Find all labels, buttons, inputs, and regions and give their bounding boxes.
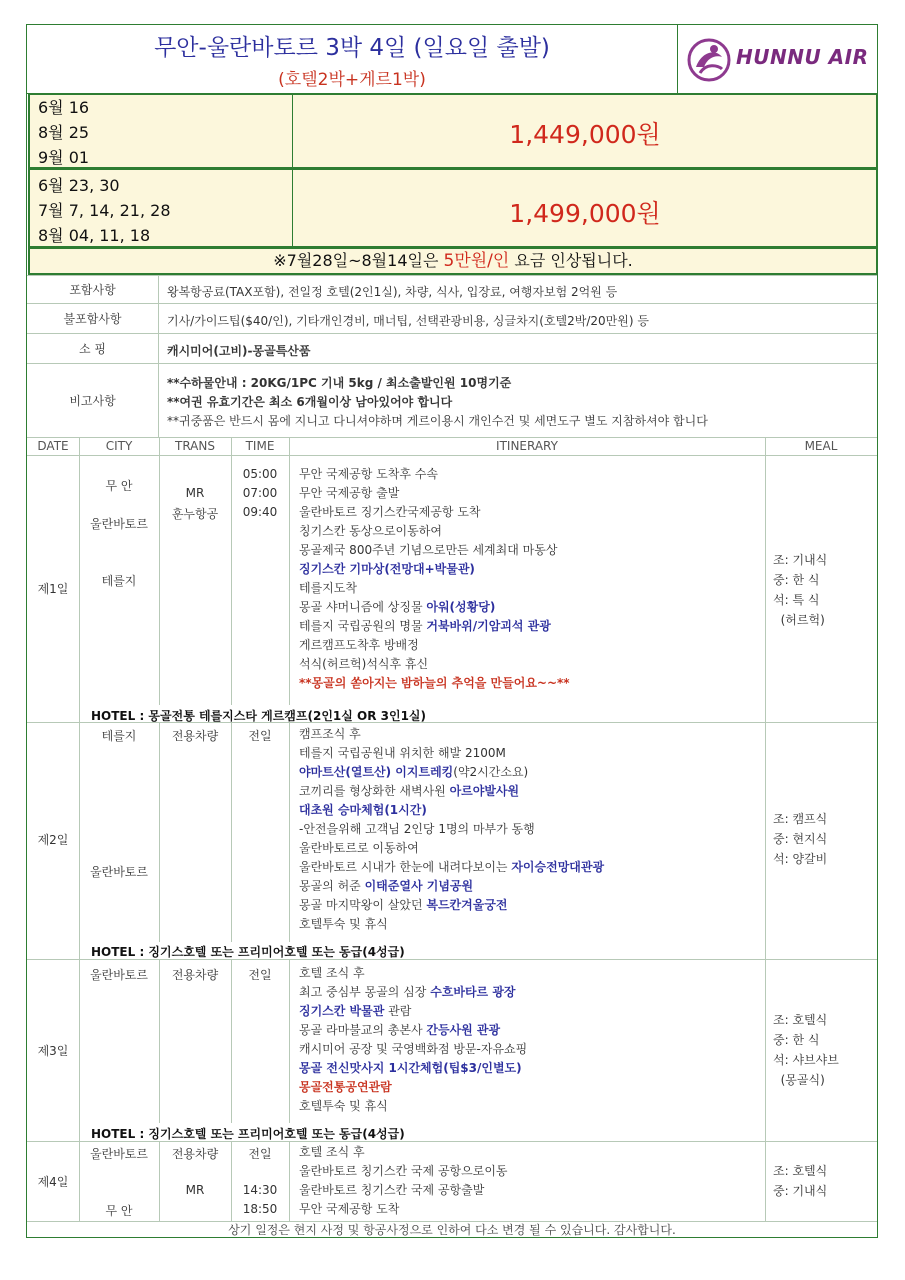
day-meal: 조: 캠프식 중: 현지식 석: 양갈비 [773, 812, 828, 866]
col-meal: MEAL [804, 439, 838, 453]
col-trans: TRANS [175, 439, 215, 453]
price-dates: 6월 16 8월 25 9월 01 [38, 98, 90, 167]
day-itinerary: 호텔 조식 후 최고 중심부 몽골의 심장 수흐바타르 광장 징기스칸 박물관 관람 몽골 라마불교의 총본사 간등사원 관광 캐시미어 공장 및 국영백화점 방문-자유쇼핑 몽골 전신맛사지 1시간체험(팁$3/인별도) 몽골전통공연관람 호텔투숙 및 휴식 [299, 966, 528, 1113]
info-remarks: 비고사항 **수하물안내 : 20KG/1PC 기내 5kg / 최소출발인원 10명기준 **여권 유효기간은 최소 6개월이상 남아있어야 합니다 **귀중품은 반드시 몸에 지니고 다니셔야하며 게르이용시 개인수건 및 세면도구 별도 지참하셔야 합니다 [27, 363, 877, 438]
day-hotel: HOTEL : 징기스호텔 또는 프리미어호텔 또는 동급(4성급) [91, 1127, 405, 1141]
price-row-2 [28, 168, 878, 248]
col-date: DATE [37, 439, 69, 453]
day-meal: 조: 호텔식 중: 기내식 [773, 1164, 828, 1198]
airline-logo [677, 25, 878, 93]
price-row-1 [28, 93, 878, 169]
col-time: TIME [245, 439, 275, 453]
day-itinerary: 호텔 조식 후 울란바토르 칭기스칸 국제 공항으로이동 울란바토르 칭기스칸 국제 공항출발 무안 국제공항 도착 [299, 1145, 508, 1216]
col-city: CITY [105, 439, 133, 453]
header [27, 25, 877, 94]
day-itinerary: 무안 국제공항 도착후 수속 무안 국제공항 출발 울란바토르 징기스칸국제공항 도착 칭기스칸 동상으로이동하여 몽골제국 800주년 기념으로만든 세계최대 마동상 징기스칸 기마상(전망대+박물관) 테를지도착 몽골 샤머니즘에 상징물 아워(성황당) 테를지 국립공원의 명물 거북바위/기암괴석 관광 게르캠프도착후 방배정 석식(허르헉)석식후 휴신 **몽골의 쏟아지는 밤하늘의 추억을 만들어요~~** [299, 467, 570, 690]
itinerary-sheet: 무안-울란바토르 3박 4일 (일요일 출발) (호텔2박+게르1박) HUNNU AIR 6월 16 8월 25 9월 01 1,449,000원 6월 23, 30 7월 7, 14, 21, 28 8월 04, 11, 18 1,499,000원 ※7월28일~8월14일은 5만원/인 요금 인상됩니다. 포함사항 왕복항공료(TAX포함), 전일정 호텔(2인1실), 차량, 식사, 입장료, 여행자보험 2억원 등 불포함사항 기사/가이드팁($40/인), 기타개인경비, 매너팁, 선택관광비용, 싱글차지(호텔2박/20만원) 등 소 핑 캐시미어(고비)-몽골특산품 비고사항 **수하물안내 : 20KG/1PC 기내 5kg / 최소출발인원 10명기준 **여권 유효기간은 최소 6개월이상 남아있어야 합니다 **귀중품은 반드시 몸에 지니고 다니셔야하며 게르이용시 개인수건 및 세면도구 별도 지참하셔야 합니다 DATE CITY TRANS TIME ITINERARY MEAL 제1일 무 안 울란바토르 테를지 MR 훈누항공 05:00 07:00 09:40 무안 국제공항 도착후 수속 무안 국제공항 출발 울란바토르 징기스칸국제공항 도착 칭기스칸 동상으로이동하여 몽골제국 800주년 기념으로만든 세계최대 마동상 징기스칸 기마상(전망대+박물관) 테를지도착 몽골 샤머니즘에 상징물 아워(성황당) 테를지 국립공원의 명물 거북바위/기암괴석 관광 게르캠프도착후 방배정 석식(허르헉)석식후 휴신 **몽골의 쏟아지는 밤하늘의 추억을 만들어요~~** 조: 기내식 중: 한 식 석: 특 식 (허르헉) HOTEL : 몽골전통 테를지스타 게르캠프(2인1실 OR 3인1실) 제2일 테를지 울란바토르 전용차량 전일 캠프조식 후 테를지 국립공원내 위치한 해발 2100M 야마트산(열트산) 이지트레킹(약2시간소요) 코끼리를 형상화한 새벽사원 아르야발사원 대초원 승마체험(1시간) -안전을위해 고객님 2인당 1명의 마부가 동행 울란바토르로 이동하여 울란바토르 시내가 한눈에 내려다보이는 자이승전망대관광 몽골의 허준 이태준열사 기념공원 몽골 마지막왕이 살았던 복드칸겨울궁전 호텔투숙 및 휴식 조: 캠프식 중: 현지식 석: 양갈비 HOTEL : 징기스호텔 또는 프리미어호텔 또는 동급(4성급) 제3일 울란바토르 전용차량 전일 호텔 조식 후 최고 중심부 몽골의 심장 수흐바타르 광장 징기스칸 박물관 관람 몽골 라마불교의 총본사 간등사원 관광 캐시미어 공장 및 국영백화점 방문-자유쇼핑 몽골 전신맛사지 1시간체험(팁$3/인별도) 몽골전통공연관람 호텔투숙 및 휴식 조: 호텔식 중: 한 식 석: 샤브샤브 (몽골식) HOTEL : 징기스호텔 또는 프리미어호텔 또는 동급(4성급) 제4일 울란바토르 무 안 전용차량 MR 전일 14:30 18:50 호텔 조식 후 울란바토르 칭기스칸 국제 공항으로이동 울란바토르 칭기스칸 국제 공항출발 무안 국제공항 도착 조: 호텔식 중: 기내식 상기 일정은 현지 사정 및 항공사정으로 인하여 다소 변경 될 수 있습니다. 감사합니다. [26, 24, 878, 1238]
airline-name: HUNNU AIR [736, 45, 869, 69]
info-included: 포함사항 왕복항공료(TAX포함), 전일정 호텔(2인1실), 차량, 식사, 입장료, 여행자보험 2억원 등 [27, 275, 877, 304]
hunnu-emblem-icon [686, 37, 732, 83]
day-meal: 조: 호텔식 중: 한 식 석: 샤브샤브 (몽골식) [773, 1013, 839, 1087]
day-itinerary: 캠프조식 후 테를지 국립공원내 위치한 해발 2100M 야마트산(열트산) 이지트레킹(약2시간소요) 코끼리를 형상화한 새벽사원 아르야발사원 대초원 승마체험(1시간) -안전을위해 고객님 2인당 1명의 마부가 동행 울란바토르로 이동하여 울란바토르 시내가 한눈에 내려다보이는 자이승전망대관광 몽골의 허준 이태준열사 기념공원 몽골 마지막왕이 살았던 복드칸겨울궁전 호텔투숙 및 휴식 [299, 727, 605, 931]
page-title: 무안-울란바토르 3박 4일 (일요일 출발) [154, 35, 550, 61]
price-notice: ※7월28일~8월14일은 5만원/인 요금 인상됩니다. [28, 247, 878, 275]
footer-note: 상기 일정은 현지 사정 및 항공사정으로 인하여 다소 변경 될 수 있습니다. 감사합니다. [228, 1223, 676, 1237]
info-excluded: 불포함사항 기사/가이드팁($40/인), 기타개인경비, 매너팁, 선택관광비용, 싱글차지(호텔2박/20만원) 등 [27, 303, 877, 334]
day-hotel: HOTEL : 징기스호텔 또는 프리미어호텔 또는 동급(4성급) [91, 945, 405, 959]
page-subtitle: (호텔2박+게르1박) [278, 70, 426, 90]
day-hotel: HOTEL : 몽골전통 테를지스타 게르캠프(2인1실 OR 3인1실) [91, 709, 427, 723]
info-shopping: 소 핑 캐시미어(고비)-몽골특산품 [27, 333, 877, 364]
col-itinerary: ITINERARY [496, 439, 558, 453]
day-meal: 조: 기내식 중: 한 식 석: 특 식 (허르헉) [773, 553, 828, 627]
price-dates: 6월 23, 30 7월 7, 14, 21, 28 8월 04, 11, 18 [38, 176, 171, 245]
price-amount: 1,449,000원 [509, 120, 661, 149]
price-amount: 1,499,000원 [509, 199, 661, 228]
